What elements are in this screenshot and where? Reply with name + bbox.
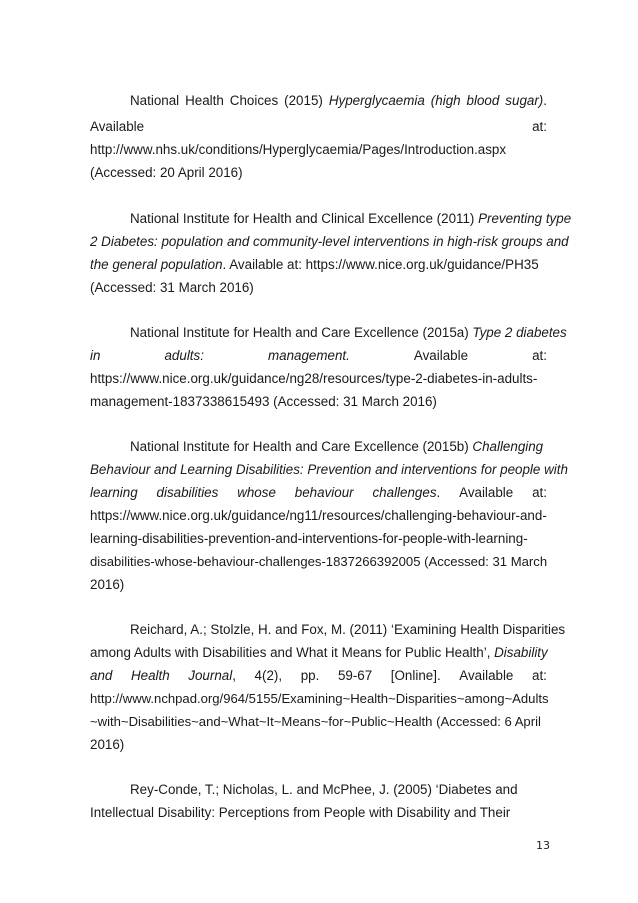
ref-nice2015b-year: 2016) xyxy=(90,577,125,592)
ref-text: Available xyxy=(413,348,469,363)
ref-title-word: whose xyxy=(237,485,276,500)
ref-reichard2011-url-cont[interactable]: ~with~Disabilities~and~What~It~Means~for~Public~Health (Accessed: 6 April xyxy=(90,714,541,729)
ref-reichard2011-year: 2016) xyxy=(90,737,125,752)
ref-nice2015b-url[interactable]: https://www.nice.org.uk/guidance/ng11/resources/challenging-behaviour-and- xyxy=(90,508,547,523)
ref-title: Type 2 diabetes xyxy=(472,325,567,340)
ref-text: Available xyxy=(459,485,514,500)
ref-title-word: learning xyxy=(90,485,138,500)
ref-text: at: xyxy=(532,485,547,500)
ref-text: at: xyxy=(532,348,547,363)
ref-nhs2015-url[interactable]: http://www.nhs.uk/conditions/Hyperglycaemia/Pages/Introduction.aspx xyxy=(90,142,507,157)
ref-title-word: behaviour xyxy=(294,485,354,500)
ref-text: , xyxy=(232,668,236,683)
ref-text: at: xyxy=(532,668,547,683)
ref-text: National Institute for Health and Care Excellence (2015b) xyxy=(130,439,473,454)
ref-title: the general population xyxy=(90,257,223,272)
ref-text: among Adults with Disabilities and What it Means for Public Health’, xyxy=(90,645,495,660)
ref-nhs2015-accessed: (Accessed: 20 April 2016) xyxy=(90,165,243,180)
ref-nice2011-line1 xyxy=(130,211,572,227)
ref-text: 59-67 xyxy=(337,668,373,683)
ref-nice2015b-line3 xyxy=(90,485,547,501)
ref-title: Disability xyxy=(494,645,548,660)
ref-title: Preventing type xyxy=(478,211,572,226)
ref-title-word: Journal xyxy=(188,668,233,683)
ref-nice2015a-line1 xyxy=(130,325,567,341)
ref-title-word: adults: xyxy=(164,348,204,363)
ref-title-word: challenges xyxy=(372,485,437,500)
ref-title: Hyperglycaemia (high blood sugar) xyxy=(328,93,544,108)
ref-title-word: disabilities xyxy=(156,485,219,500)
ref-nhs2015-line1 xyxy=(130,93,547,109)
ref-nice2015b-url-cont2[interactable]: disabilities-whose-behaviour-challenges-1837266392005 (Accessed: 31 March xyxy=(90,554,548,569)
ref-text: pp. xyxy=(300,668,320,683)
ref-text: National Health Choices (2015) xyxy=(130,93,329,108)
ref-reyconde2005-line1: Rey-Conde, T.; Nicholas, L. and McPhee, J. (2005) ‘Diabetes and xyxy=(130,782,518,797)
ref-text: . xyxy=(436,485,441,500)
ref-title-word: and xyxy=(90,668,113,683)
ref-nice2015a-url[interactable]: https://www.nice.org.uk/guidance/ng28/resources/type-2-diabetes-in-adults- xyxy=(90,371,538,386)
ref-text: 4(2), xyxy=(254,668,283,683)
ref-title: Challenging xyxy=(472,439,544,454)
ref-nice2011-accessed: (Accessed: 31 March 2016) xyxy=(90,280,254,295)
ref-reyconde2005-line2: Intellectual Disability: Perceptions from People with Disability and Their xyxy=(90,805,511,820)
ref-nice2015b-line1 xyxy=(130,439,547,455)
ref-text: Available xyxy=(90,119,145,134)
ref-nice2015b-url-cont1[interactable]: learning-disabilities-prevention-and-interventions-for-people-with-learning- xyxy=(90,531,528,546)
ref-nice2015a-url-cont[interactable]: management-1837338615493 (Accessed: 31 March 2016) xyxy=(90,394,437,409)
ref-reichard2011-line2 xyxy=(90,645,547,661)
ref-title-word: in xyxy=(90,348,101,363)
ref-text: National Institute for Health and Clinical Excellence (2011) xyxy=(130,211,479,226)
ref-text: . xyxy=(543,93,547,108)
ref-nice2015b-line2: Behaviour and Learning Disabilities: Prevention and interventions for people with xyxy=(90,462,568,477)
ref-nice2011-line2: 2 Diabetes: population and community-level interventions in high-risk groups and xyxy=(90,234,569,249)
ref-reichard2011-url[interactable]: http://www.nchpad.org/964/5155/Examining~Health~Disparities~among~Adults xyxy=(90,691,549,706)
ref-reichard2011-line3 xyxy=(90,668,547,684)
ref-text: National Institute for Health and Care Excellence (2015a) xyxy=(130,325,473,340)
page-number: 13 xyxy=(536,839,550,852)
ref-text: . Available at: https://www.nice.org.uk/guidance/PH35 xyxy=(222,257,539,272)
ref-nice2015a-line2 xyxy=(90,348,547,364)
ref-title-word: management. xyxy=(267,348,350,363)
ref-reichard2011-line1: Reichard, A.; Stolzle, H. and Fox, M. (2011) ‘Examining Health Disparities xyxy=(130,622,566,637)
ref-text: [Online]. xyxy=(390,668,441,683)
ref-nhs2015-line2 xyxy=(90,119,547,135)
ref-title-word: Health xyxy=(130,668,170,683)
ref-text: at: xyxy=(532,119,547,134)
ref-text: Available xyxy=(459,668,514,683)
ref-nice2011-line3 xyxy=(90,257,547,273)
